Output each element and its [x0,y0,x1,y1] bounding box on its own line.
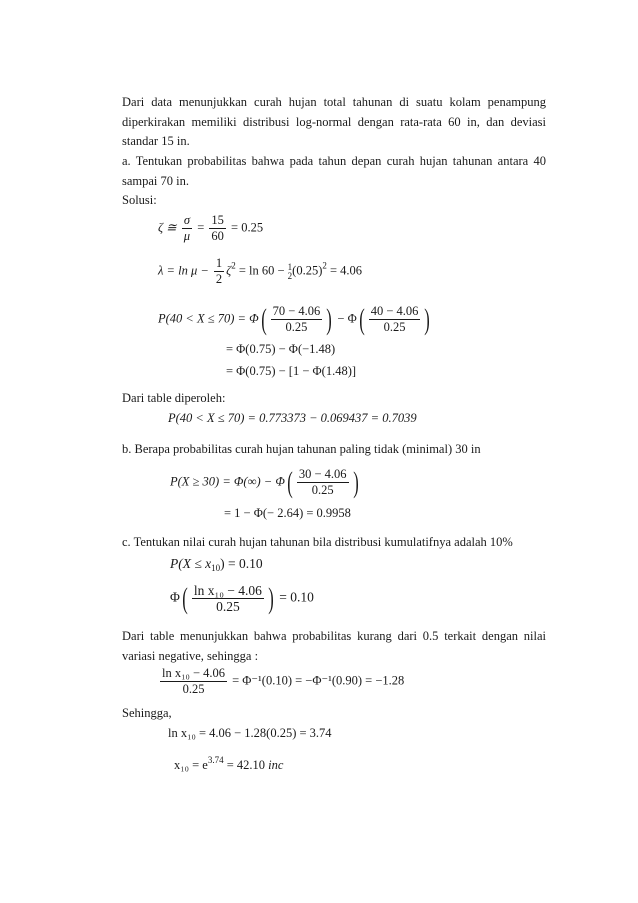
sigma-over-mu [182,213,192,244]
equation-prob-a-result: P(40 < X ≤ 70) = 0.773373 − 0.069437 = 0.7039 [168,411,417,425]
one-half [214,256,224,287]
zeta-symbol: ζ [226,263,232,278]
fraction-c3 [160,666,227,697]
fraction-40-num: 40 − 4.06 [370,304,419,318]
c2-rhs: = 0.10 [279,589,314,605]
solusi-label: Solusi: [122,193,157,207]
c1-rhs: ) = 0.10 [220,556,263,571]
equation-prob-b: P(X ≥ 30) = Φ(∞) − Φ( $\frac{30 - 4.06}{0.25}$ ) [170,465,359,499]
prob-a-lhs: P(40 < X ≤ 70) = Φ [158,311,259,326]
lnx10-den: 0.25 [216,599,240,614]
sigma-symbol: σ [182,213,192,229]
sehingga-label: Sehingga, [122,706,172,720]
equation-lambda: λ = ln μ − $\frac{1}{2}$ $\zeta^2 = \ln 60 - 1$ $2(0.25)^2 = 4.06$ [158,256,363,286]
lambda-lhs: λ = ln μ − [158,263,209,278]
fraction-lnx10 [192,583,264,614]
c3-den: 0.25 [182,682,205,696]
equation-c1 [170,556,263,576]
small-half: 1 2 [287,261,293,281]
mu-symbol: μ [183,229,191,243]
equation-zeta [158,213,263,244]
c1-sub: 10 [211,563,221,573]
c3-rhs: = Φ⁻¹(0.10) = −Φ⁻¹(0.90) = −1.28 [232,673,405,688]
table-note: Dari table diperoleh: [122,391,226,405]
equation-c4: ln x₁₀ = 4.06 − 1.28(0.25) = 3.74 [168,726,332,740]
c5-rhs: = 42.10 [226,758,266,772]
equation-c5 [174,752,283,773]
fraction-num: 15 [211,213,224,227]
question-b: b. Berapa probabilitas curah hujan tahunan paling tidak (minimal) 30 in [122,442,481,456]
half-num: 1 [215,256,223,270]
equation-prob-a-step3: = Φ(0.75) − [1 − Φ(1.48)] [226,364,357,378]
fraction-70-num: 70 − 4.06 [272,304,321,318]
equation-prob-a-step2: = Φ(0.75) − Φ(−1.48) [226,342,336,356]
fraction-40-den: 0.25 [383,320,406,334]
c1-lhs: P(X ≤ x [170,556,212,571]
intro-paragraph: Dari data menunjukkan curah hujan total tahunan di suatu kolam penampung diperkirakan memiliki distribusi log-normal dengan rata-rata 60 in, dan deviasi standar 15 in. [122,95,546,148]
fraction-30-num: 30 − 4.06 [298,467,347,481]
c3-num: ln x₁₀ − 4.06 [162,666,225,680]
equation-c2: Φ( $\frac{\text{ln x₁₀ − 4.06}}{0.25}$ ) = 0.10 [170,581,314,615]
fraction-30-den: 0.25 [311,483,334,497]
c5-exp: 3.74 [207,755,224,765]
equation-prob-b-result: = 1 − Φ(− 2.64) = 0.9958 [224,506,351,520]
fraction-40 [369,304,421,335]
fraction-15-60 [209,213,226,244]
table-paragraph-2: Dari table menunjukkan bahwa probabilitas kurang dari 0.5 terkait dengan nilai variasi negative, sehingga : [122,629,546,663]
c2-phi: Φ [170,589,180,605]
fraction-70 [271,304,323,335]
lambda-mid: = ln 60 − [238,263,285,278]
prob-b-lhs: P(X ≥ 30) = Φ(∞) − Φ [170,474,285,489]
lambda-result: = 4.06 [330,263,363,278]
half-den: 2 [215,272,223,286]
fraction-30 [297,467,349,498]
zeta-lhs: ζ ≅ [158,220,177,235]
question-a: a. Tentukan probabilitas bahwa pada tahun depan curah hujan tahunan antara 40 sampai 70 in. [122,154,546,188]
zeta-eq-sign: = [197,220,205,235]
prob-a-minus: − Φ [337,311,357,326]
fraction-70-den: 0.25 [285,320,308,334]
zeta-result: = 0.25 [231,220,264,235]
c5-lhs: x₁₀ = e [174,758,208,772]
equation-c3 [158,666,404,697]
c5-unit: inc [268,758,284,772]
question-c: c. Tentukan nilai curah hujan tahunan bila distribusi kumulatifnya adalah 10% [122,535,513,549]
lambda-tail: (0.25) [292,263,323,278]
equation-prob-a: P(40 < X ≤ 70) = Φ( $\frac{70 - 4.06}{0.25}$ ) − Φ( $\frac{40 - 4.06}{0.25}$ ) [158,302,431,336]
lnx10-num: ln x₁₀ − 4.06 [193,583,262,598]
fraction-den: 60 [211,229,224,243]
